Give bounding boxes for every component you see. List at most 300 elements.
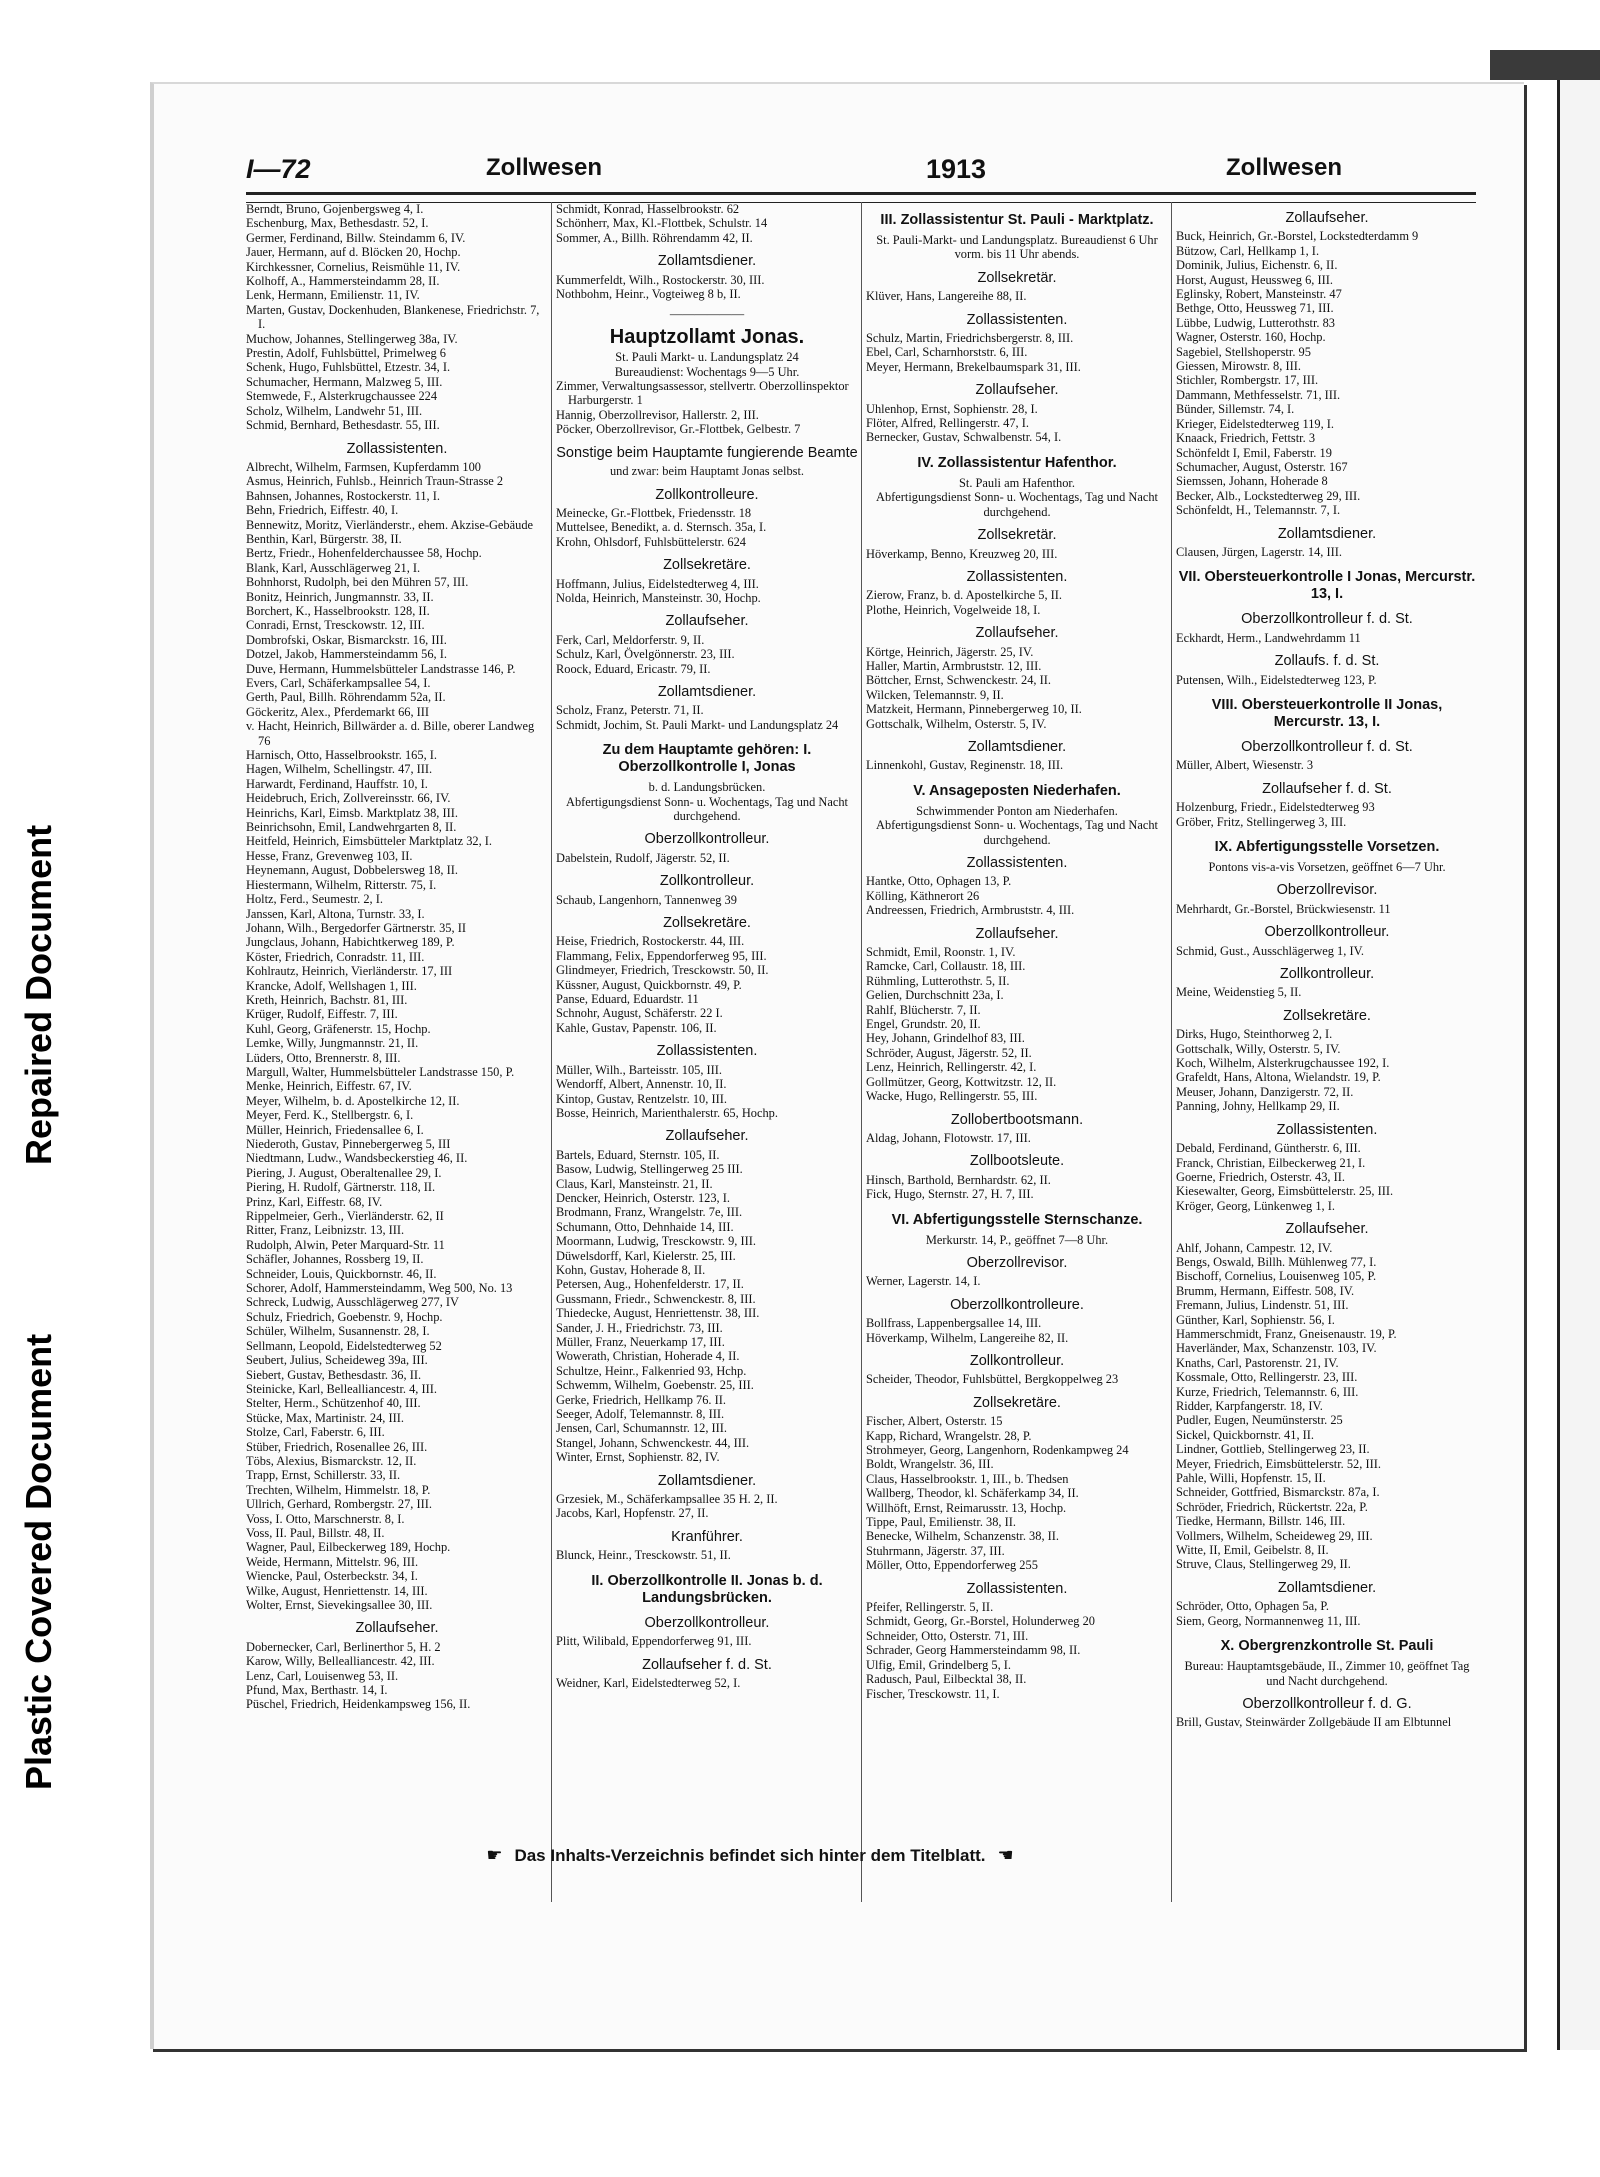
office-heading: IV. Zollassistentur Hafenthor. [917,454,1117,471]
directory-entry: Panse, Eduard, Eduardstr. 11 [556,992,699,1007]
directory-entry: Benthin, Karl, Bürgerstr. 38, II. [246,531,402,546]
separator-line: —————— [669,307,745,322]
directory-entry: Schmid, Bernhard, Bethesdastr. 55, III. [246,418,440,433]
directory-entry: Lenz, Carl, Louisenweg 53, II. [246,1668,399,1683]
directory-entry: Debald, Ferdinand, Güntherstr. 6, III. [1176,1141,1361,1156]
directory-entry: Steinicke, Karl, Bellealliancestr. 4, III. [246,1381,437,1396]
directory-entry: Kohn, Gustav, Hoherade 8, II. [556,1262,706,1277]
directory-entry: Sickel, Quickbornstr. 41, II. [1176,1427,1314,1442]
directory-entry: Stücke, Max, Martinistr. 24, III. [246,1410,404,1425]
directory-entry: Gelien, Durchschnitt 23a, I. [866,988,1004,1003]
directory-entry: Siem, Georg, Normannenweg 11, III. [1176,1613,1361,1628]
directory-entry: Hammerschmidt, Franz, Gneisenaustr. 19, P. [1176,1326,1397,1341]
directory-entry: Schmid, Gust., Ausschlägerweg 1, IV. [1176,943,1365,958]
directory-entry: Germer, Ferdinand, Billw. Steindamm 6, IV. [246,230,466,245]
directory-entry: Piering, J. August, Oberaltenallee 29, I. [246,1165,442,1180]
office-note: Bureau: Hauptamtsgebäude, II., Zimmer 10, geöffnet Tag und Nacht durchgehend. [1184,1659,1470,1688]
directory-entry: Krüger, Rudolf, Eiffestr. 7, III. [246,1007,398,1022]
directory-entry: Bonitz, Heinrich, Jungmannstr. 33, II. [246,589,434,604]
directory-entry: Lenz, Heinrich, Rellingerstr. 42, I. [866,1060,1037,1075]
office-heading: IX. Abfertigungsstelle Vorsetzen. [1214,839,1440,855]
directory-entry: Ahlf, Johann, Campestr. 12, IV. [1176,1240,1333,1255]
directory-entry: Heidebruch, Erich, Zollvereinsstr. 66, IV. [246,791,451,806]
directory-entry: Panning, Johny, Hellkamp 29, II. [1176,1099,1340,1114]
directory-entry: Ebel, Carl, Scharnhorststr. 6, III. [866,345,1028,360]
footer-text: Das Inhalts-Verzeichnis befindet sich hinter dem Titelblatt. [514,1846,986,1865]
directory-entry: Asmus, Heinrich, Fuhlsb., Heinrich Traun-Strasse 2 [246,474,504,489]
directory-entry: Berndt, Bruno, Gojenbergsweg 4, I. [246,202,424,216]
directory-entry: Harnisch, Otto, Hasselbrookstr. 165, I. [246,748,437,763]
office-note: St. Pauli-Markt- und Landungsplatz. Bureaudienst 6 Uhr vorm. bis 11 Uhr abends. [876,233,1158,262]
directory-entry: Fick, Hugo, Sternstr. 27, H. 7, III. [866,1187,1034,1202]
directory-entry: Meyer, Friedrich, Eimsbüttelerstr. 52, III. [1176,1456,1381,1471]
page-number: I—72 [246,154,311,184]
directory-entry: Bischoff, Cornelius, Louisenweg 105, P. [1176,1269,1377,1284]
directory-entry: Stuhrmann, Jägerstr. 37, III. [866,1543,1005,1558]
section-heading: Kranführer. [671,1528,743,1545]
directory-entry: Köster, Friedrich, Conradstr. 11, III. [246,949,425,964]
directory-entry: Flammang, Felix, Eppendorferweg 95, III. [556,948,767,963]
directory-entry: Stangel, Johann, Schwenckestr. 44, III. [556,1435,750,1450]
directory-entry: Haller, Martin, Armbruststr. 12, III. [866,658,1042,673]
section-heading: Zollobertbootsmann. [950,1111,1084,1128]
section-heading: Oberzollkontrolleur. [1264,924,1390,941]
directory-entry: Scheider, Theodor, Fuhlsbüttel, Bergkoppelweg 23 [866,1372,1119,1387]
directory-entry: Knaths, Carl, Pastorenstr. 21, IV. [1176,1355,1339,1370]
directory-entry: Küssner, August, Quickbornstr. 49, P. [556,977,742,992]
directory-entry: Kummerfeldt, Wilh., Rostockerstr. 30, III. [556,272,765,287]
directory-entry: Rahlf, Blücherstr. 7, II. [866,1002,981,1017]
office-note: Abfertigungsdienst Sonn- u. Wochentags, Tag und Nacht durchgehend. [876,490,1158,519]
directory-entry: Voss, I. Otto, Marschnerstr. 8, I. [246,1511,405,1526]
directory-entry: Rühmling, Lutterothstr. 5, II. [866,973,1010,988]
section-heading: Zollaufseher. [975,382,1059,399]
directory-entry: Brodmann, Franz, Wrangelstr. 7e, III. [556,1205,743,1220]
directory-entry: Höverkamp, Wilhelm, Langereihe 82, II. [866,1330,1069,1345]
directory-entry: Wolter, Ernst, Sievekingsallee 30, III. [246,1598,433,1612]
directory-entry: Schultze, Heinr., Falkenried 93, Hchp. [556,1363,747,1378]
directory-entry: Schumacher, August, Osterstr. 167 [1176,459,1348,474]
directory-entry: Hantke, Otto, Ophagen 13, P. [866,874,1012,889]
column-3 [866,202,1168,1812]
section-heading: Oberzollkontrolleur f. d. G. [1242,1695,1412,1712]
directory-entry: Möller, Otto, Eppendorferweg 255 [866,1558,1038,1573]
directory-entry: Jacobs, Karl, Hopfenstr. 27, II. [556,1506,709,1521]
directory-entry: Goerne, Friedrich, Osterstr. 43, II. [1176,1169,1345,1184]
section-heading: Zollsekretäre. [663,915,751,932]
directory-entry: Heynemann, August, Dobbelersweg 18, II. [246,863,458,878]
directory-entry: Wacke, Hugo, Rellingerstr. 55, III. [866,1089,1038,1104]
office-heading: VI. Abfertigungsstelle Sternschanze. [891,1211,1143,1228]
directory-entry: Fischer, Tresckowstr. 11, I. [866,1686,1000,1701]
section-heading: Zollassistenten. [966,855,1068,871]
section-heading: Zollaufseher. [665,613,749,630]
directory-entry: Gussmann, Friedr., Schwenckestr. 8, III. [556,1291,756,1306]
directory-entry: Blunck, Heinr., Tresckowstr. 51, II. [556,1548,731,1563]
directory-entry: Flöter, Alfred, Rellingerstr. 47, I. [866,416,1029,431]
section-heading: Zollkontrolleur. [659,873,755,890]
directory-entry: Stemwede, F., Alsterkrugchaussee 224 [246,389,438,404]
directory-entry: Lenk, Hermann, Emilienstr. 11, IV. [246,288,420,303]
directory-entry: Vollmers, Wilhelm, Scheideweg 29, III. [1176,1528,1373,1543]
section-heading: Zollaufseher. [1285,210,1369,226]
directory-entry: Kahle, Gustav, Papenstr. 106, II. [556,1020,717,1035]
directory-entry: Lemke, Willy, Jungmannstr. 21, II. [246,1036,419,1051]
directory-entry: Schneider, Otto, Osterstr. 71, III. [866,1628,1029,1643]
directory-entry: Klüver, Hans, Langereihe 88, II. [866,289,1027,304]
directory-entry: Lindner, Gottlieb, Stellingerweg 23, II. [1176,1442,1370,1457]
column-1 [246,202,548,1812]
directory-entry: Aldag, Johann, Flotowstr. 17, III. [866,1130,1031,1145]
directory-entry: Höverkamp, Benno, Kreuzweg 20, III. [866,546,1058,561]
directory-entry: Tiedke, Hermann, Billstr. 146, III. [1176,1514,1346,1529]
office-note: St. Pauli Markt- u. Landungsplatz 24 [615,350,799,365]
directory-entry: Gerth, Paul, Billh. Röhrendamm 52a, II. [246,690,446,705]
main-office-heading: Hauptzollamt Jonas. [609,325,805,348]
directory-entry: Voss, II. Paul, Billstr. 48, II. [246,1525,385,1540]
directory-entry: Ferk, Carl, Meldorferstr. 9, II. [556,632,705,647]
directory-entry: Piering, H. Rudolf, Gärtnerstr. 118, II. [246,1180,436,1195]
directory-entry: Rippelmeier, Gerh., Vierländerstr. 62, II [246,1209,444,1224]
directory-entry: Krieger, Eidelstedterweg 119, I. [1176,416,1334,431]
directory-entry: Werner, Lagerstr. 14, I. [866,1274,981,1289]
directory-entry: Albrecht, Wilhelm, Farmsen, Kupferdamm 100 [246,459,481,474]
directory-entry: Schmidt, Jochim, St. Pauli Markt- und Landungsplatz 24 [556,717,839,732]
directory-entry: Nolda, Heinrich, Mansteinstr. 30, Hochp. [556,590,761,605]
directory-entry: Schönfeldt I, Emil, Faberstr. 19 [1176,445,1332,460]
directory-entry: Zierow, Franz, b. d. Apostelkirche 5, II. [866,588,1063,603]
directory-entry: Müller, Wilh., Barteisstr. 105, III. [556,1062,723,1077]
directory-entry: Conradi, Ernst, Tresckowstr. 12, III. [246,618,425,633]
section-heading: Zollamtsdiener. [657,683,757,700]
directory-entry: Borchert, K., Hasselbrookstr. 128, II. [246,603,430,618]
directory-entry: Matzkeit, Hermann, Pinnebergerweg 10, II. [866,702,1082,717]
directory-entry: Krohn, Ohlsdorf, Fuhlsbüttelerstr. 624 [556,534,746,549]
directory-entry: Mehrhardt, Gr.-Borstel, Brückwiesenstr. 11 [1176,901,1391,916]
directory-entry: Lüders, Otto, Brennerstr. 8, III. [246,1050,401,1065]
section-heading: Zollassistenten. [966,568,1068,585]
directory-entry: Meinecke, Gr.-Flottbek, Friedensstr. 18 [556,505,752,520]
directory-entry: Stüber, Friedrich, Rosenallee 26, III. [246,1439,428,1454]
directory-entry: Muttelsee, Benedikt, a. d. Sternsch. 35a, I. [556,520,767,535]
directory-entry: Andreessen, Friedrich, Armbruststr. 4, III. [866,903,1075,918]
section-heading: Zollassistenten. [346,440,448,457]
directory-entry: Glindmeyer, Friedrich, Tresckowstr. 50, II. [556,963,769,978]
directory-entry: Plothe, Heinrich, Vogelweide 18, I. [866,602,1041,617]
directory-entry: Schumacher, Hermann, Malzweg 5, III. [246,374,443,389]
directory-entry: Holzenburg, Friedr., Eidelstedterweg 93 [1176,800,1375,815]
directory-entry: Schenk, Hugo, Fuhlsbüttel, Etzestr. 34, I. [246,360,451,375]
directory-entry: Dominik, Julius, Eichenstr. 6, II. [1176,258,1338,273]
office-note: Abfertigungsdienst Sonn- u. Wochentags, Tag und Nacht durchgehend. [876,818,1158,847]
office-heading: Zu dem Hauptamte gehören: I. Oberzollkontrolle I, Jonas [602,742,812,776]
directory-entry: Thiedecke, August, Henriettenstr. 38, III. [556,1306,760,1321]
directory-entry: Weidner, Karl, Eidelstedterweg 52, I. [556,1675,741,1690]
directory-entry: Grafeldt, Hans, Altona, Wielandstr. 19, P. [1176,1070,1381,1085]
directory-entry: Gottschalk, Wilhelm, Osterstr. 5, IV. [866,716,1047,731]
directory-entry: Wilke, August, Henriettenstr. 14, III. [246,1583,428,1598]
directory-entry: Scholz, Wilhelm, Landwehr 51, III. [246,403,423,418]
directory-entry: Pfund, Max, Berthastr. 14, I. [246,1683,388,1698]
directory-entry: Krancke, Adolf, Wellshagen 1, III. [246,978,417,993]
directory-entry: Kröger, Georg, Lünkenweg 1, I. [1176,1198,1335,1213]
directory-entry: Horst, August, Heussweg 6, III. [1176,272,1333,287]
directory-entry: Müller, Heinrich, Friedensallee 6, I. [246,1122,424,1137]
directory-entry: Meine, Weidenstieg 5, II. [1176,985,1302,1000]
section-heading: Zollsekretäre. [1283,1007,1371,1024]
directory-entry: Schneider, Louis, Quickbornstr. 46, II. [246,1266,437,1281]
year-heading: 1913 [926,154,987,184]
section-heading: Zollsekretäre. [663,557,751,574]
directory-entry: Kirchkessner, Cornelius, Reismühle 11, IV. [246,259,461,274]
directory-entry: Dabelstein, Rudolf, Jägerstr. 52, II. [556,850,730,865]
directory-entry: Niedtmann, Ludw., Wandsbeckerstieg 46, II. [246,1151,468,1166]
directory-entry: Becker, Alb., Lockstedterweg 29, III. [1176,488,1361,503]
directory-entry: Franck, Christian, Eilbeckerweg 21, I. [1176,1155,1366,1170]
directory-entry: Dencker, Heinrich, Osterstr. 123, I. [556,1190,730,1205]
directory-entry: Meyer, Wilhelm, b. d. Apostelkirche 12, II. [246,1093,460,1108]
office-note: Bureaudienst: Wochentags 9—5 Uhr. [614,364,800,379]
section-heading: Zollaufseher f. d. St. [1262,780,1392,797]
directory-entry: Schumann, Otto, Dehnhaide 14, III. [556,1219,734,1234]
section-heading: Zollaufseher. [975,625,1059,642]
directory-entry: Schorer, Adolf, Hammersteindamm, Weg 500, No. 13 [246,1281,513,1296]
sidebar [0,0,150,2177]
directory-entry: Wagner, Paul, Eilbeckerweg 189, Hochp. [246,1540,451,1555]
directory-entry: Heise, Friedrich, Rostockerstr. 44, III. [556,934,745,949]
directory-entry: Schmidt, Emil, Roonstr. 1, IV. [866,945,1016,960]
directory-entry: Schönfeldt, H., Telemannstr. 7, I. [1176,503,1341,518]
directory-entry: Töbs, Alexius, Bismarckstr. 12, II. [246,1453,417,1468]
directory-entry: Brill, Gustav, Steinwärder Zollgebäude II am Elbtunnel [1176,1715,1452,1730]
directory-entry: Jensen, Carl, Schumannstr. 12, III. [556,1421,728,1436]
directory-entry: Bennewitz, Moritz, Vierländerstr., ehem. Akzise-Gebäude [246,517,534,532]
directory-entry: Meyer, Hermann, Brekelbaumspark 31, III. [866,359,1081,374]
directory-entry: Bethge, Otto, Heussweg 71, III. [1176,301,1334,316]
directory-entry: Margull, Walter, Hummelsbütteler Landstrasse 150, P. [246,1064,515,1079]
office-heading: III. Zollassistentur St. Pauli - Marktplatz. [880,212,1154,228]
directory-entry: Sommer, A., Billh. Röhrendamm 42, II. [556,230,753,245]
directory-entry: Ulfig, Emil, Grindelberg 5, I. [866,1657,1011,1672]
office-note: b. d. Landungsbrücken. [648,780,766,795]
directory-entry: Bernecker, Gustav, Schwalbenstr. 54, I. [866,430,1062,445]
directory-entry: Kolhoff, A., Hammersteindamm 28, II. [246,274,440,289]
office-note: Schwimmender Ponton am Niederhafen. [916,803,1118,818]
column-divider [1171,202,1172,1902]
section-heading: Zollaufseher. [975,925,1059,942]
directory-entry: Fremann, Julius, Lindenstr. 51, III. [1176,1298,1349,1313]
directory-entry: Müller, Franz, Neuerkamp 17, III. [556,1335,725,1349]
directory-entry: Giessen, Mirowstr. 8, III. [1176,359,1301,374]
directory-entry: Bengs, Oswald, Billh. Mühlenweg 77, I. [1176,1254,1377,1269]
directory-entry: Schulz, Martin, Friedrichsbergerstr. 8, III. [866,331,1074,346]
directory-entry: Dammann, Methfesselstr. 71, III. [1176,387,1341,402]
directory-entry: Harwardt, Ferdinand, Hauffstr. 10, I. [246,776,428,791]
section-heading: Zollaufseher. [355,1620,439,1637]
directory-entry: Roock, Eduard, Ericastr. 79, II. [556,661,711,676]
directory-entry: Hey, Johann, Grindelhof 83, III. [866,1031,1025,1046]
directory-entry: Sander, J. H., Friedrichstr. 73, III. [556,1320,723,1335]
directory-entry: Kapp, Richard, Wrangelstr. 28, P. [866,1428,1032,1443]
section-heading: Zollamtsdiener. [1277,1579,1377,1596]
directory-entry: Dotzel, Jakob, Hammersteindamm 56, I. [246,647,447,662]
directory-entry: Hoffmann, Julius, Eidelstedterweg 4, III. [556,576,759,591]
directory-entry: Strohmeyer, Georg, Langenhorn, Rodenkampweg 24 [866,1443,1129,1457]
column-divider [861,202,862,1902]
directory-entry: Ritter, Franz, Leibnizstr. 13, III. [246,1223,405,1238]
directory-entry: Koch, Wilhelm, Alsterkrugchaussee 192, I. [1176,1056,1390,1071]
directory-entry: Schröder, August, Jägerstr. 52, II. [866,1045,1032,1060]
section-heading: Zollamtsdiener. [657,1472,757,1489]
directory-entry: Kreth, Heinrich, Bachstr. 81, III. [246,992,408,1007]
directory-entry: Trapp, Ernst, Schillerstr. 33, II. [246,1468,401,1483]
footer-note [300,1845,1200,1866]
directory-entry: Muchow, Johannes, Stellingerweg 38a, IV. [246,331,458,346]
section-heading: Zollassistenten. [1276,1121,1378,1138]
directory-entry: Nothbohm, Heinr., Vogteiweg 8 b, II. [556,287,741,302]
directory-entry: Seeger, Adolf, Telemannstr. 8, III. [556,1407,725,1422]
directory-entry: Kurze, Friedrich, Telemannstr. 6, III. [1176,1384,1359,1399]
pointing-hand-icon: ☚ [997,1845,1014,1865]
section-heading: Zollaufseher f. d. St. [642,1656,772,1673]
directory-entry: Körtge, Heinrich, Jägerstr. 25, IV. [866,644,1034,659]
directory-entry: Schwemm, Wilhelm, Goebenstr. 25, III. [556,1378,754,1393]
directory-entry: Jauer, Hermann, auf d. Blöcken 20, Hochp. [246,245,461,260]
directory-entry: Bahnsen, Johannes, Rostockerstr. 11, I. [246,488,440,503]
directory-entry: Fischer, Albert, Osterstr. 15 [866,1414,1003,1429]
directory-entry: Linnenkohl, Gustav, Reginenstr. 18, III. [866,758,1064,773]
directory-entry: Siemssen, Johann, Hoherade 8 [1176,474,1328,489]
directory-entry: Gröber, Fritz, Stellingerweg 3, III. [1176,814,1347,829]
directory-entry: Winter, Ernst, Sophienstr. 82, IV. [556,1450,720,1465]
section-heading: Zollsekretär. [977,527,1057,544]
directory-entry: Schröder, Otto, Ophagen 5a, P. [1176,1599,1329,1614]
directory-entry: Trechten, Wilhelm, Himmelstr. 18, P. [246,1482,431,1497]
directory-entry: Kiesewalter, Georg, Eimsbüttelerstr. 25, III. [1176,1184,1394,1199]
section-heading: Zollsekretäre. [973,1394,1061,1411]
directory-entry: Eglinsky, Robert, Mansteinstr. 47 [1176,287,1342,302]
directory-entry: Gollmützer, Georg, Kottwitzstr. 12, II. [866,1074,1057,1089]
directory-entry: Duve, Hermann, Hummelsbütteler Landstrasse 146, P. [246,661,516,676]
office-heading: VIII. Obersteuerkontrolle II Jonas, Mercurstr. 13, I. [1211,696,1443,730]
directory-entry: Schrader, Georg Hammersteindamm 98, II. [866,1643,1081,1658]
section-heading: Zollassistenten. [966,1580,1068,1597]
directory-entry: Heinrichs, Karl, Eimsb. Marktplatz 38, III. [246,805,458,820]
directory-entry: Wendorff, Albert, Annenstr. 10, II. [556,1077,727,1092]
section-heading: Zollaufseher. [665,1128,749,1145]
directory-entry: Benecke, Wilhelm, Schanzenstr. 38, II. [866,1529,1059,1544]
section-heading: Oberzollkontrolleur f. d. St. [1241,738,1413,755]
directory-entry: Schröder, Friedrich, Rückertstr. 22a, P. [1176,1499,1368,1514]
directory-entry: Stichler, Rombergstr. 17, III. [1176,373,1319,388]
directory-entry: Claus, Hasselbrookstr. 1, III., b. Thedsen [866,1471,1069,1486]
section-heading: Zollamtsdiener. [657,253,757,270]
directory-entry: Bartels, Eduard, Sternstr. 105, II. [556,1147,720,1162]
section-heading: Oberzollrevisor. [966,1254,1068,1271]
column-divider [551,202,552,1902]
directory-entry: Pahle, Willi, Hopfenstr. 15, II. [1176,1471,1326,1486]
directory-entry: Behn, Friedrich, Eiffestr. 40, I. [246,503,399,518]
directory-entry: Dirks, Hugo, Steinthorweg 2, I. [1176,1027,1333,1042]
column-2 [556,202,858,1812]
directory-entry: Sagebiel, Stellshoperstr. 95 [1176,344,1311,359]
directory-entry: Meuser, Johann, Danzigerstr. 72, II. [1176,1084,1354,1099]
directory-entry: Menke, Heinrich, Eiffestr. 67, IV. [246,1079,412,1094]
directory-entry: Schmidt, Georg, Gr.-Borstel, Holunderweg 20 [866,1614,1095,1629]
directory-entry: Wowerath, Christian, Hoherade 4, II. [556,1349,740,1364]
directory-entry: Kohlrautz, Heinrich, Vierländerstr. 17, III [246,964,453,979]
scan-border [1490,50,1600,80]
directory-entry: Göckeritz, Alex., Pferdemarkt 66, III [246,704,430,719]
directory-entry: Buck, Heinrich, Gr.-Borstel, Lockstedterdamm 9 [1176,229,1419,244]
directory-entry: Schäfler, Johannes, Rossberg 19, II. [246,1252,424,1267]
section-heading: Zollassistenten. [966,311,1068,328]
directory-entry: Kuhl, Georg, Gräfenerstr. 15, Hochp. [246,1021,431,1036]
directory-entry: Sellmann, Leopold, Eidelstedterweg 52 [246,1338,442,1353]
directory-entry: Hesse, Franz, Grevenweg 103, II. [246,848,413,863]
next-page-edge [1557,80,1600,2050]
directory-entry: Holtz, Ferd., Seumestr. 2, I. [246,892,383,907]
directory-entry: Uhlenhop, Ernst, Sophienstr. 28, I. [866,401,1038,416]
directory-entry: Dombrofski, Oskar, Bismarckstr. 16, III. [246,632,447,647]
directory-entry: v. Hacht, Heinrich, Billwärder a. d. Bille, oberer Landweg 76 [246,719,535,748]
directory-entry: Brumm, Hermann, Eiffestr. 508, IV. [1176,1283,1355,1298]
directory-entry: Heitfeld, Heinrich, Eimsbütteler Marktplatz 32, I. [246,834,493,849]
directory-entry: Günther, Karl, Sophienstr. 56, I. [1176,1312,1335,1327]
directory-entry: Böttcher, Ernst, Schwenckestr. 24, II. [866,673,1051,688]
directory-entry: Petersen, Aug., Hohenfelderstr. 17, II. [556,1277,744,1292]
directory-entry: Schönherr, Max, Kl.-Flottbek, Schulstr. 14 [556,216,768,231]
directory-entry: Karow, Willy, Bellealliancestr. 42, III. [246,1654,435,1669]
directory-entry: Kossmale, Otto, Rellingerstr. 23, III. [1176,1370,1358,1385]
directory-entry: Scholz, Franz, Peterstr. 71, II. [556,703,704,718]
office-note: Abfertigungsdienst Sonn- u. Wochentags, Tag und Nacht durchgehend. [566,794,848,823]
section-heading: Zollamtsdiener. [967,738,1067,755]
section-heading: Oberzollkontrolleur. [644,831,770,848]
directory-entry: Clausen, Jürgen, Lagerstr. 14, III. [1176,544,1342,559]
directory-entry: Schmidt, Konrad, Hasselbrookstr. 62 [556,202,740,216]
directory-entry: Dobernecker, Carl, Berlinerthor 5, H. 2 [246,1639,441,1654]
directory-entry: Pfeifer, Rellingerstr. 5, II. [866,1600,994,1615]
directory-entry: Rudolph, Alwin, Peter Marquard-Str. 11 [246,1237,445,1252]
directory-entry: Knaack, Friedrich, Fettstr. 3 [1176,431,1316,446]
office-note: St. Pauli am Hafenthor. [959,475,1075,490]
directory-entry: Prestin, Adolf, Fuhlsbüttel, Primelweg 6 [246,346,446,361]
office-heading: X. Obergrenzkontrolle St. Pauli [1220,1638,1434,1655]
directory-entry: Blank, Karl, Ausschlägerweg 21, I. [246,560,421,575]
directory-entry: Eschenburg, Max, Bethesdastr. 52, I. [246,216,429,231]
directory-entry: Engel, Grundstr. 20, II. [866,1017,981,1032]
directory-entry: Gottschalk, Willy, Osterstr. 5, IV. [1176,1041,1341,1056]
directory-entry: Tippe, Paul, Emilienstr. 38, II. [866,1515,1016,1530]
directory-entry: Schnohr, August, Schäferstr. 22 I. [556,1006,723,1021]
page-header [246,154,1476,194]
directory-entry: Basow, Ludwig, Stellingerweg 25 III. [556,1162,743,1177]
directory-entry: Ramcke, Carl, Collaustr. 18, III. [866,959,1026,974]
directory-entry: Eckhardt, Herm., Landwehrdamm 11 [1176,630,1361,645]
directory-entry: Struve, Claus, Stellingerweg 29, II. [1176,1557,1351,1572]
directory-entry: Schulz, Friedrich, Goebenstr. 9, Hochp. [246,1309,443,1324]
directory-entry: Schreck, Ludwig, Ausschlägerweg 277, IV [246,1295,459,1310]
directory-entry: Bosse, Heinrich, Marienthalerstr. 65, Hochp. [556,1105,778,1120]
directory-entry: Kintop, Gustav, Rentzelstr. 10, III. [556,1091,727,1106]
directory-entry: Ullrich, Gerhard, Rombergstr. 27, III. [246,1497,432,1512]
office-note: und zwar: beim Hauptamt Jonas selbst. [609,464,805,479]
section-heading: Zollassistenten. [656,1043,758,1060]
directory-entry: Gerke, Friedrich, Hellkamp 76. II. [556,1392,726,1407]
directory-entry: Marten, Gustav, Dockenhuden, Blankenese, Friedrichstr. 7, I. [246,302,540,332]
pointing-hand-icon: ☛ [486,1845,503,1865]
